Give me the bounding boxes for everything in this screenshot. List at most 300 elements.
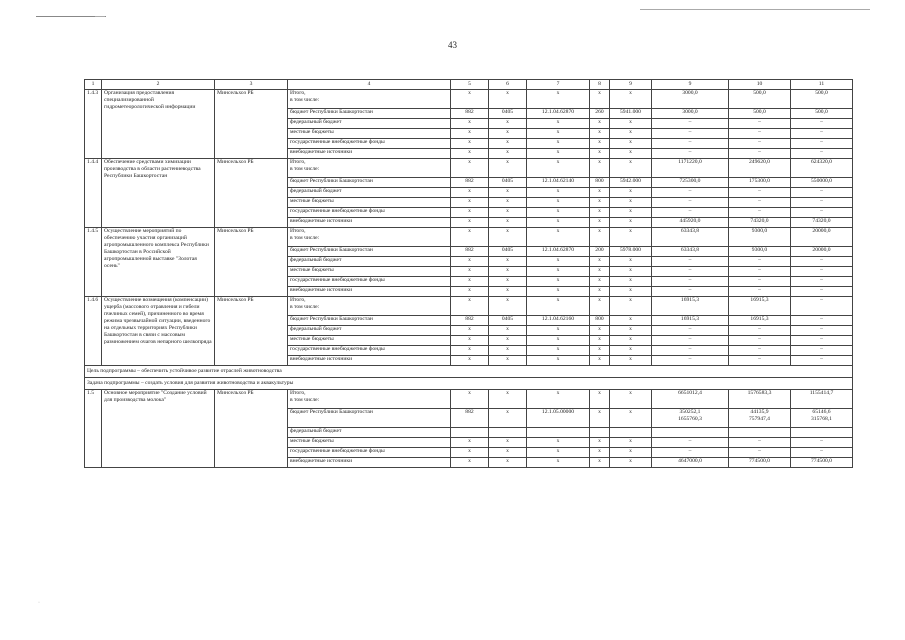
value-cell: 0405 xyxy=(489,316,527,326)
source-label: федеральный бюджет xyxy=(288,119,451,129)
value-cell: 4647000,0 xyxy=(652,458,729,468)
value-cell: 20000,0 xyxy=(791,228,853,247)
value-cell: – xyxy=(791,139,853,149)
value-cell: x xyxy=(451,198,489,208)
value-cell: – xyxy=(652,267,729,277)
value-cell: 260 xyxy=(590,109,610,119)
value-cell: x xyxy=(590,257,610,267)
value-cell: x xyxy=(489,90,527,109)
value-cell: x xyxy=(489,287,527,297)
value-cell: x xyxy=(610,139,652,149)
header-cell: 7 xyxy=(527,80,590,90)
value-cell: x xyxy=(610,257,652,267)
source-label: федеральный бюджет xyxy=(288,428,451,438)
value-cell: – xyxy=(729,129,791,139)
header-cell: 10 xyxy=(729,80,791,90)
value-cell: – xyxy=(652,198,729,208)
value-cell: 550000,0 xyxy=(791,178,853,188)
value-cell: – xyxy=(729,267,791,277)
source-label: внебюджетные источники xyxy=(288,287,451,297)
value-cell: 5942.000 xyxy=(610,178,652,188)
value-cell: 0405 xyxy=(489,178,527,188)
value-cell: – xyxy=(791,277,853,287)
value-cell: x xyxy=(610,208,652,218)
value-cell: x xyxy=(590,218,610,228)
value-cell: – xyxy=(729,139,791,149)
source-label: местные бюджеты xyxy=(288,198,451,208)
source-label: бюджет Республики Башкортостан xyxy=(288,316,451,326)
value-cell: x xyxy=(610,267,652,277)
value-cell: x xyxy=(527,257,590,267)
value-cell: x xyxy=(451,458,489,468)
header-cell: 3 xyxy=(215,80,288,90)
value-cell: x xyxy=(451,119,489,129)
value-cell: 774500,0 xyxy=(791,458,853,468)
value-cell: x xyxy=(451,188,489,198)
value-cell: 200 xyxy=(590,247,610,257)
source-label: местные бюджеты xyxy=(288,267,451,277)
value-cell: x xyxy=(489,218,527,228)
value-cell: – xyxy=(791,297,853,316)
value-cell: x xyxy=(527,267,590,277)
value-cell: – xyxy=(652,287,729,297)
value-cell: x xyxy=(590,326,610,336)
value-cell: x xyxy=(590,346,610,356)
value-cell: 44135,9 757947,4 xyxy=(729,409,791,428)
value-cell: x xyxy=(489,267,527,277)
source-label: бюджет Республики Башкортостан xyxy=(288,178,451,188)
value-cell: 5978.000 xyxy=(610,247,652,257)
value-cell: x xyxy=(590,119,610,129)
value-cell: – xyxy=(652,336,729,346)
value-cell: x xyxy=(610,188,652,198)
value-cell: x xyxy=(610,316,652,326)
value-cell: 1171220,0 xyxy=(652,159,729,178)
source-label: Итого, в том числе: xyxy=(288,390,451,409)
value-cell: – xyxy=(791,356,853,366)
value-cell: x xyxy=(590,277,610,287)
value-cell: x xyxy=(610,336,652,346)
value-cell: x xyxy=(451,159,489,178)
value-cell: x xyxy=(489,129,527,139)
value-cell xyxy=(729,428,791,438)
source-label: бюджет Республики Башкортостан xyxy=(288,109,451,119)
value-cell: 725300,0 xyxy=(652,178,729,188)
value-cell: 16915,3 xyxy=(729,316,791,326)
scan-mark-right xyxy=(640,9,870,10)
value-cell: x xyxy=(610,90,652,109)
source-label: государственные внебюджетные фонды xyxy=(288,346,451,356)
value-cell: – xyxy=(729,208,791,218)
source-label: федеральный бюджет xyxy=(288,326,451,336)
value-cell: 3000,0 xyxy=(652,90,729,109)
row-number: 1.4.6 xyxy=(85,297,102,366)
value-cell xyxy=(791,428,853,438)
row-number: 1.4.4 xyxy=(85,159,102,228)
value-cell xyxy=(590,428,610,438)
value-cell: x xyxy=(527,458,590,468)
value-cell: x xyxy=(489,458,527,468)
source-label: государственные внебюджетные фонды xyxy=(288,277,451,287)
executor: Минсельхоз РБ xyxy=(215,297,288,366)
value-cell: x xyxy=(610,159,652,178)
value-cell: 249620,0 xyxy=(729,159,791,178)
value-cell: 882 xyxy=(451,247,489,257)
value-cell: 16915,3 xyxy=(729,297,791,316)
value-cell: x xyxy=(527,346,590,356)
value-cell: – xyxy=(652,139,729,149)
source-label: местные бюджеты xyxy=(288,129,451,139)
value-cell: x xyxy=(527,438,590,448)
source-label: местные бюджеты xyxy=(288,438,451,448)
value-cell: x xyxy=(489,356,527,366)
activity-name: Организация предоставления специализированной гидрометеорологической информации xyxy=(102,90,215,159)
value-cell: 9300,0 xyxy=(729,247,791,257)
source-label: бюджет Республики Башкортостан xyxy=(288,247,451,257)
source-label: Итого, в том числе: xyxy=(288,90,451,109)
value-cell: x xyxy=(610,277,652,287)
header-cell: 11 xyxy=(791,80,853,90)
value-cell: – xyxy=(729,257,791,267)
value-cell: 12.1.04.62160 xyxy=(527,316,590,326)
value-cell: x xyxy=(527,119,590,129)
value-cell: – xyxy=(791,336,853,346)
value-cell: x xyxy=(610,326,652,336)
page-number: 43 xyxy=(448,40,457,50)
value-cell: – xyxy=(791,188,853,198)
value-cell: – xyxy=(652,356,729,366)
header-cell: 6 xyxy=(489,80,527,90)
value-cell: x xyxy=(451,208,489,218)
source-label: местные бюджеты xyxy=(288,336,451,346)
value-cell: x xyxy=(527,326,590,336)
source-label: внебюджетные источники xyxy=(288,149,451,159)
value-cell: x xyxy=(451,149,489,159)
value-cell: 6651012,4 xyxy=(652,390,729,409)
value-cell: 16915,3 xyxy=(652,297,729,316)
value-cell: x xyxy=(451,277,489,287)
value-cell: – xyxy=(652,326,729,336)
value-cell: – xyxy=(791,129,853,139)
value-cell: – xyxy=(791,448,853,458)
value-cell: x xyxy=(489,149,527,159)
value-cell: x xyxy=(451,228,489,247)
value-cell: x xyxy=(451,218,489,228)
value-cell: x xyxy=(489,390,527,409)
source-label: государственные внебюджетные фонды xyxy=(288,448,451,458)
value-cell: – xyxy=(729,448,791,458)
value-cell: x xyxy=(527,356,590,366)
value-cell: x xyxy=(527,188,590,198)
value-cell: 882 xyxy=(451,409,489,428)
subprogram-task: Задача подпрограммы – создать условия для развития животноводства и аквакультуры xyxy=(85,378,853,390)
activity-name: Основное мероприятие "Создание условий для производства молока" xyxy=(102,390,215,468)
value-cell: 445920,0 xyxy=(652,218,729,228)
value-cell: – xyxy=(729,277,791,287)
value-cell: – xyxy=(729,326,791,336)
header-cell: 1 xyxy=(85,80,102,90)
source-label: внебюджетные источники xyxy=(288,458,451,468)
value-cell: – xyxy=(791,267,853,277)
value-cell: x xyxy=(610,119,652,129)
value-cell: x xyxy=(489,297,527,316)
value-cell: x xyxy=(590,390,610,409)
header-cell: 4 xyxy=(288,80,451,90)
table-row xyxy=(85,297,853,316)
value-cell: x xyxy=(590,458,610,468)
value-cell: x xyxy=(610,409,652,428)
source-label: бюджет Республики Башкортостан xyxy=(288,409,451,428)
value-cell: x xyxy=(590,129,610,139)
value-cell: x xyxy=(489,409,527,428)
table-row xyxy=(85,90,853,109)
value-cell: x xyxy=(590,438,610,448)
value-cell: x xyxy=(451,90,489,109)
value-cell: x xyxy=(489,228,527,247)
value-cell: x xyxy=(527,208,590,218)
value-cell: – xyxy=(729,356,791,366)
value-cell: 500,0 xyxy=(729,90,791,109)
value-cell: x xyxy=(451,448,489,458)
value-cell: – xyxy=(791,198,853,208)
value-cell: x xyxy=(590,198,610,208)
value-cell: x xyxy=(527,90,590,109)
value-cell: 882 xyxy=(451,178,489,188)
table-row xyxy=(85,228,853,247)
source-label: федеральный бюджет xyxy=(288,257,451,267)
value-cell: – xyxy=(791,346,853,356)
header-cell: 5 xyxy=(451,80,489,90)
value-cell: x xyxy=(489,208,527,218)
value-cell: x xyxy=(451,356,489,366)
value-cell: 12.1.05.00000 xyxy=(527,409,590,428)
value-cell: x xyxy=(489,438,527,448)
value-cell: 882 xyxy=(451,109,489,119)
value-cell: 0405 xyxy=(489,247,527,257)
value-cell: x xyxy=(590,287,610,297)
value-cell: x xyxy=(451,346,489,356)
value-cell: – xyxy=(729,287,791,297)
row-number: 1.4.5 xyxy=(85,228,102,297)
value-cell: x xyxy=(610,448,652,458)
value-cell: – xyxy=(791,287,853,297)
value-cell: 774500,0 xyxy=(729,458,791,468)
value-cell: 9300,0 xyxy=(729,228,791,247)
source-label: государственные внебюджетные фонды xyxy=(288,208,451,218)
value-cell: x xyxy=(590,336,610,346)
value-cell xyxy=(652,428,729,438)
source-label: Итого, в том числе: xyxy=(288,297,451,316)
value-cell: 1576583,3 xyxy=(729,390,791,409)
value-cell: – xyxy=(791,208,853,218)
value-cell: x xyxy=(451,257,489,267)
value-cell: 63343,8 xyxy=(652,228,729,247)
value-cell: – xyxy=(652,346,729,356)
value-cell: – xyxy=(652,257,729,267)
value-cell: 74320,0 xyxy=(791,218,853,228)
value-cell: – xyxy=(652,188,729,198)
value-cell: x xyxy=(590,356,610,366)
value-cell: 175300,0 xyxy=(729,178,791,188)
executor: Минсельхоз РБ xyxy=(215,90,288,159)
value-cell: 800 xyxy=(590,178,610,188)
value-cell: x xyxy=(590,228,610,247)
value-cell: x xyxy=(590,208,610,218)
value-cell: 1155414,7 xyxy=(791,390,853,409)
value-cell: x xyxy=(527,159,590,178)
value-cell: – xyxy=(729,119,791,129)
value-cell: 3000,0 xyxy=(652,109,729,119)
value-cell: x xyxy=(451,336,489,346)
value-cell: – xyxy=(791,316,853,326)
value-cell: x xyxy=(489,159,527,178)
margin-mark: · xyxy=(38,600,40,606)
value-cell: 20000,0 xyxy=(791,247,853,257)
scan-mark-left-2 xyxy=(95,16,105,18)
source-label: Итого, в том числе: xyxy=(288,228,451,247)
value-cell: x xyxy=(451,297,489,316)
value-cell: x xyxy=(451,287,489,297)
value-cell: 12.1.04.62870 xyxy=(527,247,590,257)
value-cell: x xyxy=(527,228,590,247)
value-cell: x xyxy=(489,188,527,198)
value-cell: x xyxy=(451,139,489,149)
value-cell: x xyxy=(610,297,652,316)
source-label: Итого, в том числе: xyxy=(288,159,451,178)
value-cell: x xyxy=(527,336,590,346)
subprogram-goal: Цель подпрограммы – обеспечить устойчивое развитие отраслей животноводства xyxy=(85,366,853,378)
value-cell: x xyxy=(590,409,610,428)
value-cell: x xyxy=(527,218,590,228)
value-cell: – xyxy=(652,208,729,218)
executor: Минсельхоз РБ xyxy=(215,390,288,468)
task-row xyxy=(85,378,853,390)
value-cell: 500,0 xyxy=(791,109,853,119)
value-cell: 74320,0 xyxy=(729,218,791,228)
header-cell: 2 xyxy=(102,80,215,90)
value-cell: x xyxy=(590,159,610,178)
value-cell: – xyxy=(652,129,729,139)
header-cell: 9 xyxy=(610,80,652,90)
value-cell: 65146,6 315768,1 xyxy=(791,409,853,428)
value-cell: – xyxy=(729,438,791,448)
value-cell: x xyxy=(451,326,489,336)
value-cell: x xyxy=(489,119,527,129)
source-label: внебюджетные источники xyxy=(288,356,451,366)
source-label: государственные внебюджетные фонды xyxy=(288,139,451,149)
value-cell: 500,0 xyxy=(791,90,853,109)
value-cell: x xyxy=(489,326,527,336)
value-cell: x xyxy=(610,356,652,366)
value-cell xyxy=(451,428,489,438)
value-cell: x xyxy=(590,139,610,149)
value-cell: 63343,8 xyxy=(652,247,729,257)
value-cell: x xyxy=(451,129,489,139)
value-cell: x xyxy=(527,198,590,208)
value-cell: – xyxy=(791,326,853,336)
row-number: 1.5 xyxy=(85,390,102,468)
value-cell: – xyxy=(729,188,791,198)
value-cell: x xyxy=(527,149,590,159)
value-cell: x xyxy=(610,149,652,159)
value-cell: x xyxy=(527,139,590,149)
value-cell: x xyxy=(489,257,527,267)
value-cell: 12.1.04.62870 xyxy=(527,109,590,119)
value-cell: – xyxy=(791,257,853,267)
value-cell xyxy=(527,428,590,438)
value-cell xyxy=(489,428,527,438)
header-cell: 8 xyxy=(590,80,610,90)
value-cell: x xyxy=(610,228,652,247)
value-cell: 624320,0 xyxy=(791,159,853,178)
value-cell: x xyxy=(527,390,590,409)
value-cell: – xyxy=(652,119,729,129)
value-cell: x xyxy=(590,267,610,277)
value-cell: x xyxy=(590,448,610,458)
value-cell: x xyxy=(590,297,610,316)
value-cell: 500,0 xyxy=(729,109,791,119)
activity-name: Обеспечение средствами химизации производства в области растениеводства Республики Башкортостан xyxy=(102,159,215,228)
value-cell: – xyxy=(729,198,791,208)
value-cell: x xyxy=(489,336,527,346)
value-cell: – xyxy=(791,119,853,129)
value-cell: x xyxy=(590,188,610,198)
value-cell: – xyxy=(729,336,791,346)
value-cell: x xyxy=(610,390,652,409)
value-cell: – xyxy=(652,277,729,287)
value-cell: x xyxy=(451,438,489,448)
table-row xyxy=(85,390,853,409)
value-cell: x xyxy=(610,218,652,228)
value-cell: – xyxy=(652,438,729,448)
value-cell: 5941.000 xyxy=(610,109,652,119)
value-cell xyxy=(610,428,652,438)
value-cell: x xyxy=(610,346,652,356)
value-cell: – xyxy=(791,438,853,448)
value-cell: 16915,3 xyxy=(652,316,729,326)
header-row xyxy=(85,80,853,90)
value-cell: x xyxy=(489,139,527,149)
value-cell: 882 xyxy=(451,316,489,326)
budget-table xyxy=(84,79,853,468)
value-cell: x xyxy=(590,90,610,109)
value-cell: – xyxy=(791,149,853,159)
header-cell: 9 xyxy=(652,80,729,90)
executor: Минсельхоз РБ xyxy=(215,228,288,297)
value-cell: x xyxy=(527,448,590,458)
value-cell: – xyxy=(652,448,729,458)
value-cell: x xyxy=(610,129,652,139)
value-cell: x xyxy=(489,346,527,356)
value-cell: x xyxy=(451,267,489,277)
value-cell: x xyxy=(451,390,489,409)
activity-name: Осуществление мероприятий по обеспечению участия организаций агропромышленного комплекса Республики Башкортостан в Российской агропромышленной выставке "Золотая осень" xyxy=(102,228,215,297)
executor: Минсельхоз РБ xyxy=(215,159,288,228)
value-cell: – xyxy=(652,149,729,159)
value-cell: x xyxy=(590,149,610,159)
table-row xyxy=(85,159,853,178)
value-cell: 0405 xyxy=(489,109,527,119)
value-cell: x xyxy=(610,198,652,208)
activity-name: Осуществление возмещения (компенсации) ущерба (массового отравления и гибели пчелиных семей), причиненного во время режима чрезвычайной ситуации, введенного на отдельных территориях Республики Башкортостан в связи с массовым размножением очагов непарного шелкопряда xyxy=(102,297,215,366)
value-cell: 800 xyxy=(590,316,610,326)
value-cell: x xyxy=(610,438,652,448)
value-cell: x xyxy=(489,198,527,208)
value-cell: 12.1.04.62140 xyxy=(527,178,590,188)
value-cell: x xyxy=(610,287,652,297)
value-cell: x xyxy=(489,277,527,287)
value-cell: x xyxy=(527,129,590,139)
